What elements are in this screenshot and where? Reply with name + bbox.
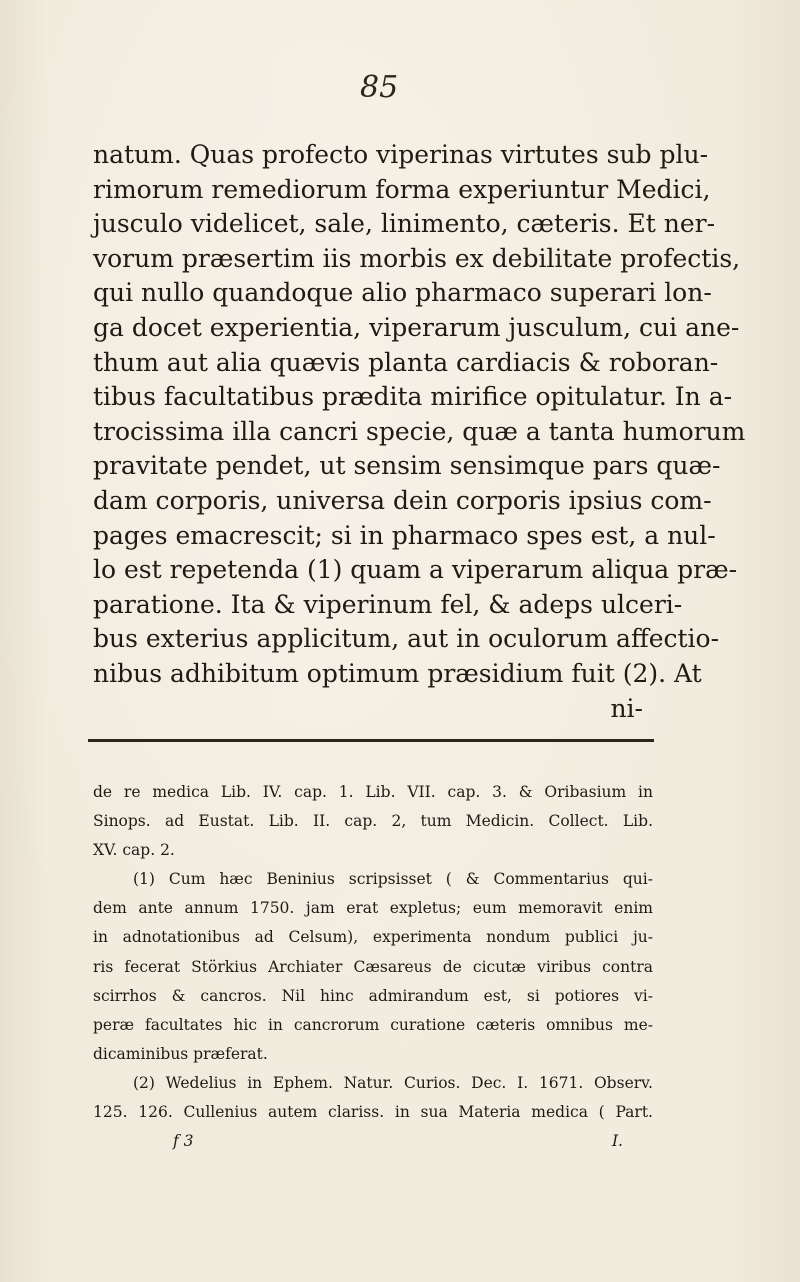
footnote-line: ris fecerat Störkius Archiater Cæsareus de cicutæ viribus contra: [93, 957, 653, 976]
footnote-line: (1) Cum hæc Beninius scripsisset ( & Commentarius qui-: [133, 870, 653, 889]
main-text-line: lo est repetenda (1) quam a viperarum aliqua præ-: [93, 555, 738, 585]
main-text-line: tibus facultatibus prædita mirifice opitulatur. In a-: [93, 382, 733, 412]
main-text-line: jusculo videlicet, sale, linimento, cæteris. Et ner-: [93, 209, 716, 239]
footnote-line: XV. cap. 2.: [93, 841, 175, 860]
footnotes-block: [93, 778, 653, 1156]
footnote-rule: [88, 739, 654, 742]
page-footer: [93, 1127, 653, 1156]
footnote-line: dicaminibus præferat.: [93, 1044, 268, 1063]
footnote-line: dem ante annum 1750. jam erat expletus; eum memoravit enim: [93, 899, 653, 918]
main-text-line: natum. Quas profecto viperinas virtutes sub plu-: [93, 140, 709, 169]
footnote-line: peræ facultates hic in cancrorum curatione cæteris omnibus me-: [93, 1015, 653, 1034]
footnote-line: Sinops. ad Eustat. Lib. II. cap. 2, tum Medicin. Collect. Lib.: [93, 812, 653, 831]
main-text-line: ni-: [610, 693, 643, 723]
main-text-line: pravitate pendet, ut sensim sensimque pars quæ-: [93, 451, 721, 481]
catchword: I.: [611, 1132, 623, 1151]
footnote-line: in adnotationibus ad Celsum), experimenta nondum publici ju-: [93, 928, 653, 947]
signature-mark: f 3: [173, 1132, 194, 1151]
main-text-line: pages emacrescit; si in pharmaco spes est, a nul-: [93, 520, 716, 550]
footnote-line: de re medica Lib. IV. cap. 1. Lib. VII. cap. 3. & Oribasium in: [93, 783, 653, 801]
main-text-line: nibus adhibitum optimum præsidium fuit (2). At: [93, 658, 702, 688]
main-text-line: vorum præsertim iis morbis ex debilitate profectis,: [93, 243, 741, 273]
main-text-line: thum aut alia quævis planta cardiacis & roboran-: [93, 347, 719, 377]
main-text-block: [93, 138, 746, 726]
main-text-line: trocissima illa cancri specie, quæ a tanta humorum: [93, 416, 746, 446]
main-text-line: dam corporis, universa dein corporis ipsius com-: [93, 485, 712, 515]
main-text-line: ga docet experientia, viperarum jusculum, cui ane-: [93, 312, 740, 342]
main-text-line: bus exterius applicitum, aut in oculorum affectio-: [93, 624, 720, 654]
main-text-line: qui nullo quandoque alio pharmaco superari lon-: [93, 278, 712, 308]
page-number: 85: [360, 70, 399, 105]
footnote-line: (2) Wedelius in Ephem. Natur. Curios. Dec. I. 1671. Observ.: [133, 1073, 653, 1092]
footnote-line: 125. 126. Cullenius autem clariss. in sua Materia medica ( Part.: [93, 1103, 653, 1122]
main-text-line: rimorum remediorum forma experiuntur Medici,: [93, 174, 711, 204]
footnote-line: scirrhos & cancros. Nil hinc admirandum est, si potiores vi-: [93, 986, 653, 1005]
main-text-line: paratione. Ita & viperinum fel, & adeps ulceri-: [93, 589, 683, 619]
